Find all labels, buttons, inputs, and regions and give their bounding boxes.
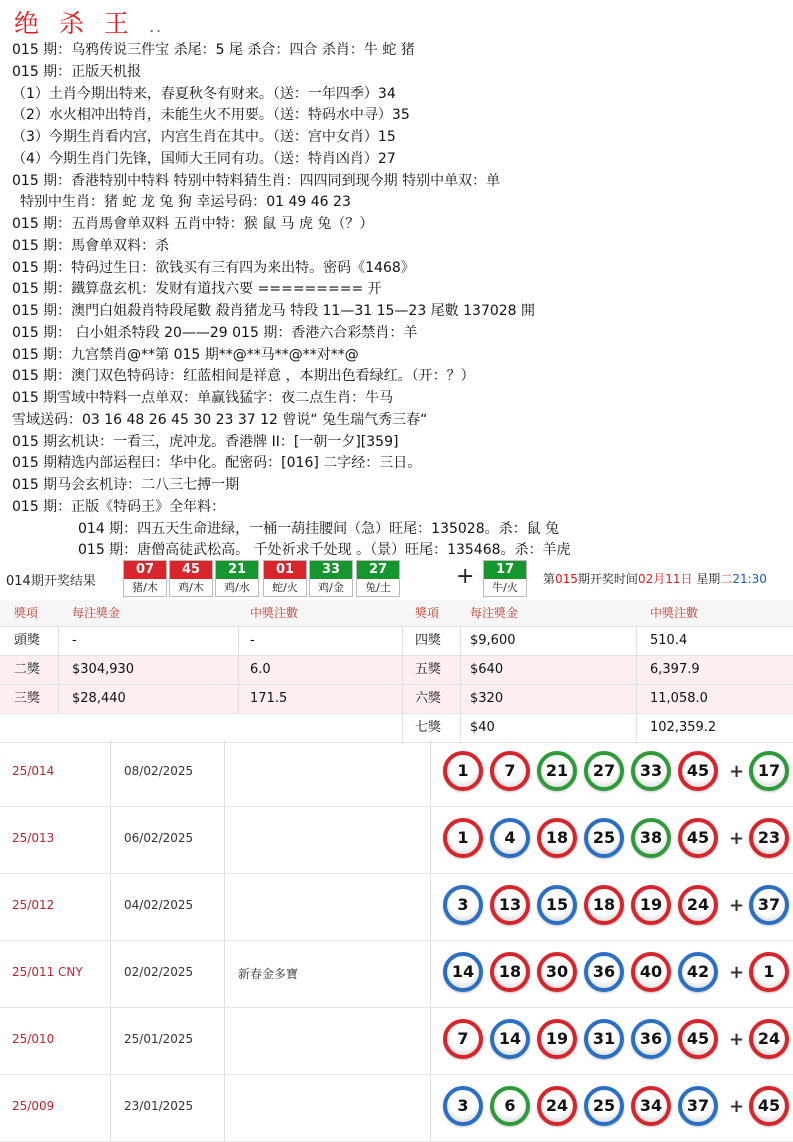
text-line: 015 期：正版天机报 [12, 63, 142, 80]
result-special-ball: 23 [749, 818, 789, 858]
prize-cell: 11,058.0 [650, 691, 708, 706]
prize-cell: 七獎 [415, 720, 442, 735]
result-ball: 18 [537, 818, 577, 858]
result-ball: 36 [631, 1019, 671, 1059]
result-ball: 6 [490, 1086, 530, 1126]
prize-cell: 頭獎 [14, 633, 41, 648]
next-draw-week-prefix: 星期 [692, 572, 721, 586]
text-line: （4）今期生肖门先锋，国师大王同有功。（送：特肖凶肖）27 [12, 150, 396, 167]
text-line: 015 期玄机诀：一看三，虎冲龙。香港牌 II：[一朝一夕][359] [12, 433, 399, 450]
next-draw-date: 02月11日 [637, 572, 693, 586]
result-ball: 24 [678, 885, 718, 925]
draw-ball-number: 33 [310, 561, 352, 579]
result-ball: 14 [490, 1019, 530, 1059]
text-line: 015 期：馬會单双料：杀 [12, 237, 170, 254]
result-ball: 15 [537, 885, 577, 925]
result-ball: 21 [537, 751, 577, 791]
text-line: 015 期：九宫禁肖@**第 015 期**@**马**@**对**@ [12, 346, 359, 363]
draw-ball-zodiac: 鸡/水 [216, 579, 258, 596]
plus-sign: + [729, 962, 745, 983]
prize-cell: 六獎 [415, 691, 442, 706]
header-prize-amount: 每注獎金 [72, 606, 121, 620]
text-line: （2）水火相冲出特肖，未能生火不用要。（送：特码水中寻）35 [12, 107, 410, 124]
result-special-ball: 37 [749, 885, 789, 925]
prize-table-header [0, 600, 793, 627]
result-row [0, 1075, 793, 1142]
result-row [0, 807, 793, 874]
results-list [0, 740, 793, 1142]
text-line: 015 期：特码过生日：欲钱买有三有四为来出特。密码《1468》 [12, 259, 415, 276]
draw-ball-number: 01 [264, 561, 306, 579]
result-ball: 7 [490, 751, 530, 791]
prize-row [0, 685, 793, 714]
draw-ball-zodiac: 猪/木 [124, 579, 166, 596]
draw-ball [169, 560, 213, 597]
result-ball: 3 [443, 1086, 483, 1126]
text-line: 015 期：澳門白姐殺肖特段尾數 殺肖猪龙马 特段 11—31 15—23 尾數 137028 開 [12, 303, 536, 319]
draw-ball-zodiac: 牛/火 [484, 579, 526, 596]
header-prize: 獎項 [14, 606, 39, 620]
header-winners: 中獎注數 [250, 606, 299, 620]
draw-ball [356, 560, 400, 597]
draw-ball [309, 560, 353, 597]
plus-sign: + [729, 1029, 745, 1050]
draw-ball [123, 560, 167, 597]
draw-ball-number: 45 [170, 561, 212, 579]
result-period: 25/012 [12, 898, 55, 912]
result-ball: 18 [584, 885, 624, 925]
prize-cell: $9,600 [470, 633, 516, 648]
result-date: 04/02/2025 [124, 898, 194, 912]
result-ball: 4 [490, 818, 530, 858]
result-special-ball: 24 [749, 1019, 789, 1059]
prize-cell: 6.0 [250, 662, 271, 677]
draw-result-bar [0, 560, 793, 598]
result-row [0, 1008, 793, 1075]
next-draw-time: 21:30 [732, 572, 767, 586]
text-line: 015 期：正版《特码王》全年料： [12, 498, 226, 515]
plus-sign: + [729, 895, 745, 916]
prize-cell: 102,359.2 [650, 720, 717, 735]
next-draw-info [543, 570, 767, 587]
prize-cell: 171.5 [250, 691, 288, 706]
next-draw-period: 015 [555, 572, 578, 586]
text-line: 雪域送码：03 16 48 26 45 30 23 37 12 曾说“ 兔生瑞气秀三春“ [12, 411, 428, 428]
result-ball: 45 [678, 751, 718, 791]
prize-cell: 6,397.9 [650, 662, 700, 677]
result-row [0, 874, 793, 941]
result-ball: 19 [631, 885, 671, 925]
text-line: 014 期：四五天生命进绿，一桶一葫挂腰间（急）旺尾：135028。杀：鼠 兔 [78, 520, 560, 537]
prize-cell: 510.4 [650, 633, 688, 648]
prize-cell: 四獎 [415, 633, 442, 648]
result-date: 23/01/2025 [124, 1099, 194, 1113]
draw-result-label: 014期开奖结果 [6, 574, 96, 589]
prize-row [0, 656, 793, 685]
header-prize-amount: 每注獎金 [470, 606, 519, 620]
result-ball: 36 [584, 952, 624, 992]
prize-row [0, 714, 793, 743]
result-ball: 45 [678, 818, 718, 858]
draw-ball-zodiac: 兔/土 [357, 579, 399, 596]
result-ball: 27 [584, 751, 624, 791]
prediction-text-block [12, 40, 782, 562]
draw-ball-zodiac: 蛇/火 [264, 579, 306, 596]
result-ball: 45 [678, 1019, 718, 1059]
plus-sign: + [729, 828, 745, 849]
result-ball: 31 [584, 1019, 624, 1059]
result-row [0, 740, 793, 807]
result-special-ball: 45 [749, 1086, 789, 1126]
text-line: 015 期： 白小姐杀特段 20——29 015 期：香港六合彩禁肖：羊 [12, 324, 418, 341]
prize-cell: $40 [470, 720, 495, 735]
result-ball: 42 [678, 952, 718, 992]
next-draw-weekday: 二 [720, 572, 733, 586]
text-line: 015 期：乌鸦传说三件宝 杀尾：5 尾 杀合：四合 杀肖：牛 蛇 猪 [12, 42, 415, 58]
text-line: （1）土肖今期出特来，春夏秋冬有财来。（送：一年四季）34 [12, 85, 396, 102]
prize-cell: $304,930 [72, 662, 135, 677]
result-period: 25/014 [12, 764, 55, 778]
draw-ball [215, 560, 259, 597]
result-note: 新春金多寶 [238, 967, 299, 981]
draw-ball-number: 17 [484, 561, 526, 579]
plus-sign: + [456, 564, 475, 589]
result-ball: 18 [490, 952, 530, 992]
page-title [14, 4, 162, 40]
text-line: 015 期：澳门双色特码诗：红蓝相间是祥意 ，本期出色看绿红。（开：？） [12, 368, 475, 385]
result-ball: 14 [443, 952, 483, 992]
result-ball: 3 [443, 885, 483, 925]
result-ball: 34 [631, 1086, 671, 1126]
page-title-dots: .. [148, 16, 163, 37]
prize-cell: $640 [470, 662, 504, 677]
result-ball: 19 [537, 1019, 577, 1059]
draw-ball-number: 27 [357, 561, 399, 579]
next-draw-mid: 期开奖时间 [577, 572, 638, 586]
text-line: 015 期：鐵算盘玄机：发财有道找六要 ========= 开 [12, 281, 382, 298]
result-ball: 37 [678, 1086, 718, 1126]
result-ball: 13 [490, 885, 530, 925]
page-title-text: 绝 杀 王 [14, 9, 135, 38]
result-date: 06/02/2025 [124, 831, 194, 845]
result-period: 25/009 [12, 1099, 55, 1113]
result-period: 25/013 [12, 831, 55, 845]
prize-cell: 二獎 [14, 662, 41, 677]
text-line: 015 期：唐僧高徒武松高。 千处祈求千处现 。（景）旺尾：135468。杀：羊虎 [78, 542, 571, 559]
header-winners: 中獎注數 [650, 606, 699, 620]
plus-sign: + [729, 1096, 745, 1117]
result-ball: 1 [443, 751, 483, 791]
draw-ball [263, 560, 307, 597]
result-ball: 24 [537, 1086, 577, 1126]
result-date: 08/02/2025 [124, 764, 194, 778]
draw-ball-number: 07 [124, 561, 166, 579]
result-ball: 25 [584, 818, 624, 858]
prize-cell: 五獎 [415, 662, 442, 677]
result-ball: 1 [443, 818, 483, 858]
result-date: 02/02/2025 [124, 965, 194, 979]
result-ball: 40 [631, 952, 671, 992]
prize-cell: - [250, 633, 255, 648]
result-ball: 7 [443, 1019, 483, 1059]
plus-sign: + [729, 761, 745, 782]
header-prize: 獎項 [415, 606, 440, 620]
text-line: 015 期马会玄机诗：二八三七搏一期 [12, 477, 240, 493]
prize-table [0, 600, 793, 743]
result-special-ball: 1 [749, 952, 789, 992]
draw-ball-zodiac: 鸡/木 [170, 579, 212, 596]
prize-cell: - [72, 633, 77, 648]
result-ball: 30 [537, 952, 577, 992]
result-ball: 33 [631, 751, 671, 791]
prize-row [0, 627, 793, 656]
result-date: 25/01/2025 [124, 1032, 194, 1046]
text-line: 特别中生肖：猪 蛇 龙 兔 狗 幸运号码：01 49 46 23 [20, 194, 351, 211]
text-line: 015 期精选内部运程曰：华中化。配密码：[016] 二字经：三日。 [12, 455, 422, 472]
result-ball: 38 [631, 818, 671, 858]
text-line: （3）今期生肖看内宫，内宫生肖在其中。（送：宫中女肖）15 [12, 129, 396, 145]
text-line: 015 期：香港特别中特料 特别中特料猜生肖：四四同到现今期 特别中单双：单 [12, 172, 501, 189]
result-period: 25/010 [12, 1032, 55, 1046]
prize-cell: 三獎 [14, 691, 41, 706]
prize-cell: $28,440 [72, 691, 126, 706]
draw-ball-zodiac: 鸡/金 [310, 579, 352, 596]
draw-special-ball [483, 560, 527, 597]
draw-ball-number: 21 [216, 561, 258, 579]
next-draw-prefix: 第 [543, 572, 556, 586]
prize-cell: $320 [470, 691, 504, 706]
result-ball: 25 [584, 1086, 624, 1126]
result-period: 25/011 CNY [12, 965, 83, 979]
result-special-ball: 17 [749, 751, 789, 791]
text-line: 015 期：五肖馬會单双料 五肖中特：猴 鼠 马 虎 兔（？） [12, 216, 374, 232]
result-row [0, 941, 793, 1008]
text-line: 015 期雪域中特料一点单双：单赢钱猛字：夜二点生肖：牛马 [12, 390, 394, 406]
